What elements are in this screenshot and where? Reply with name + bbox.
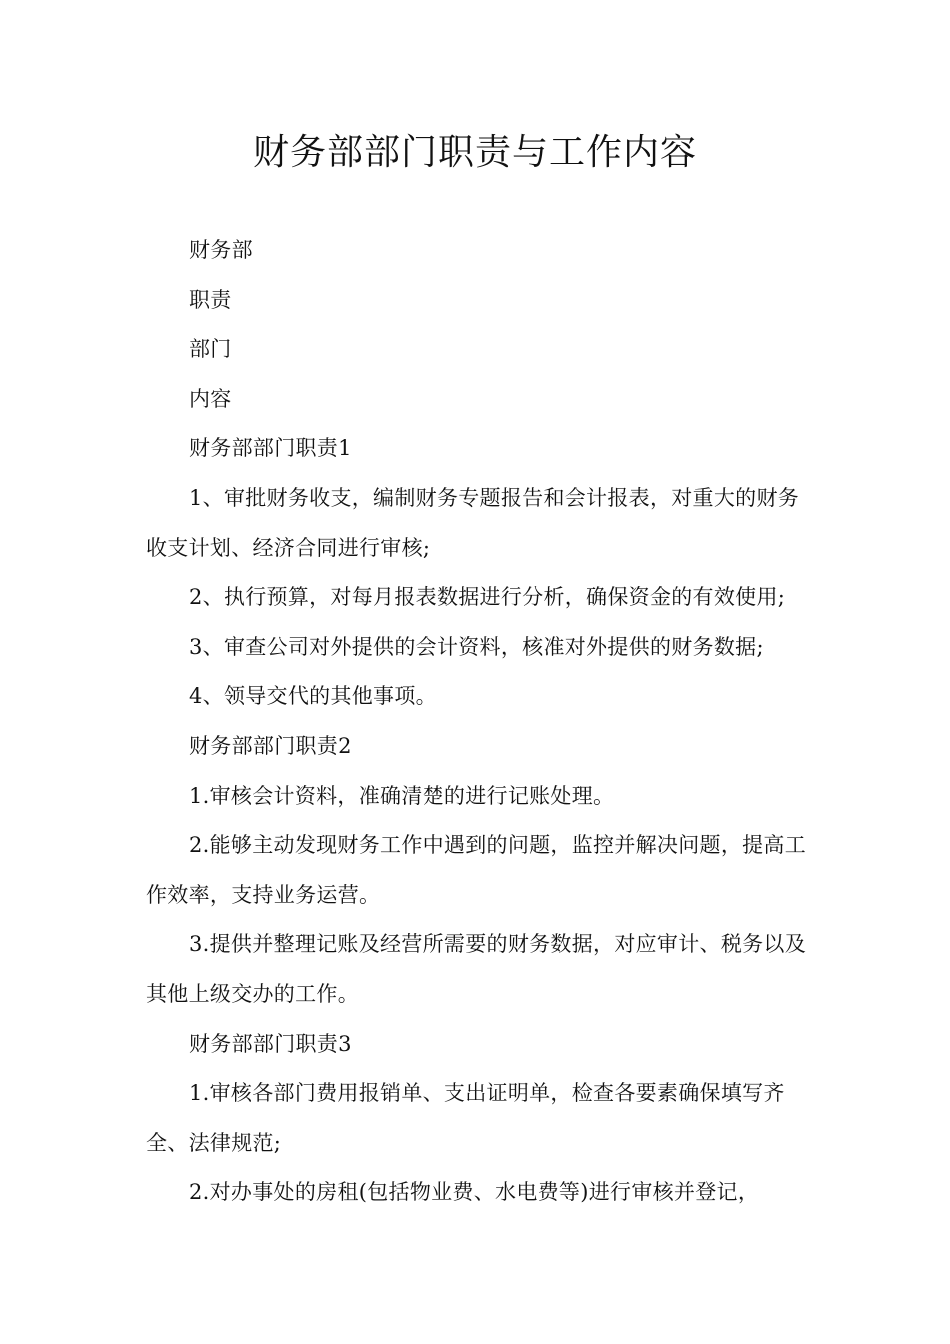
list-item: 2.对办事处的房租(包括物业费、水电费等)进行审核并登记， bbox=[189, 1180, 760, 1205]
list-item: 1.审核各部门费用报销单、支出证明单，检查各要素确保填写齐全、法律规范; bbox=[146, 1081, 785, 1155]
paragraph-heading-content: 内容 bbox=[189, 386, 232, 411]
section-heading-3: 财务部部门职责3 bbox=[189, 1031, 352, 1056]
paragraph-heading-dept: 财务部 bbox=[189, 238, 253, 262]
paragraph-heading-duty: 职责 bbox=[189, 287, 232, 312]
list-item: 2、执行预算，对每月报表数据进行分析，确保资金的有效使用; bbox=[189, 585, 786, 610]
document-body bbox=[146, 226, 810, 1218]
list-item: 4、领导交代的其他事项。 bbox=[189, 684, 437, 709]
section-heading-2: 财务部部门职责2 bbox=[189, 733, 352, 758]
list-item: 1.审核会计资料，准确清楚的进行记账处理。 bbox=[189, 783, 615, 808]
section-heading-1: 财务部部门职责1 bbox=[189, 436, 352, 461]
list-item: 2.能够主动发现财务工作中遇到的问题，监控并解决问题，提高工作效率，支持业务运营。 bbox=[146, 833, 807, 907]
list-item: 1、审批财务收支，编制财务专题报告和会计报表，对重大的财务收支计划、经济合同进行审核; bbox=[146, 485, 800, 560]
document-title: 财务部部门职责与工作内容 bbox=[252, 132, 697, 173]
list-item: 3、审查公司对外提供的会计资料，核准对外提供的财务数据; bbox=[189, 634, 764, 659]
paragraph-heading-section: 部门 bbox=[189, 337, 232, 362]
list-item: 3.提供并整理记账及经营所需要的财务数据，对应审计、税务以及其他上级交办的工作。 bbox=[146, 932, 807, 1006]
